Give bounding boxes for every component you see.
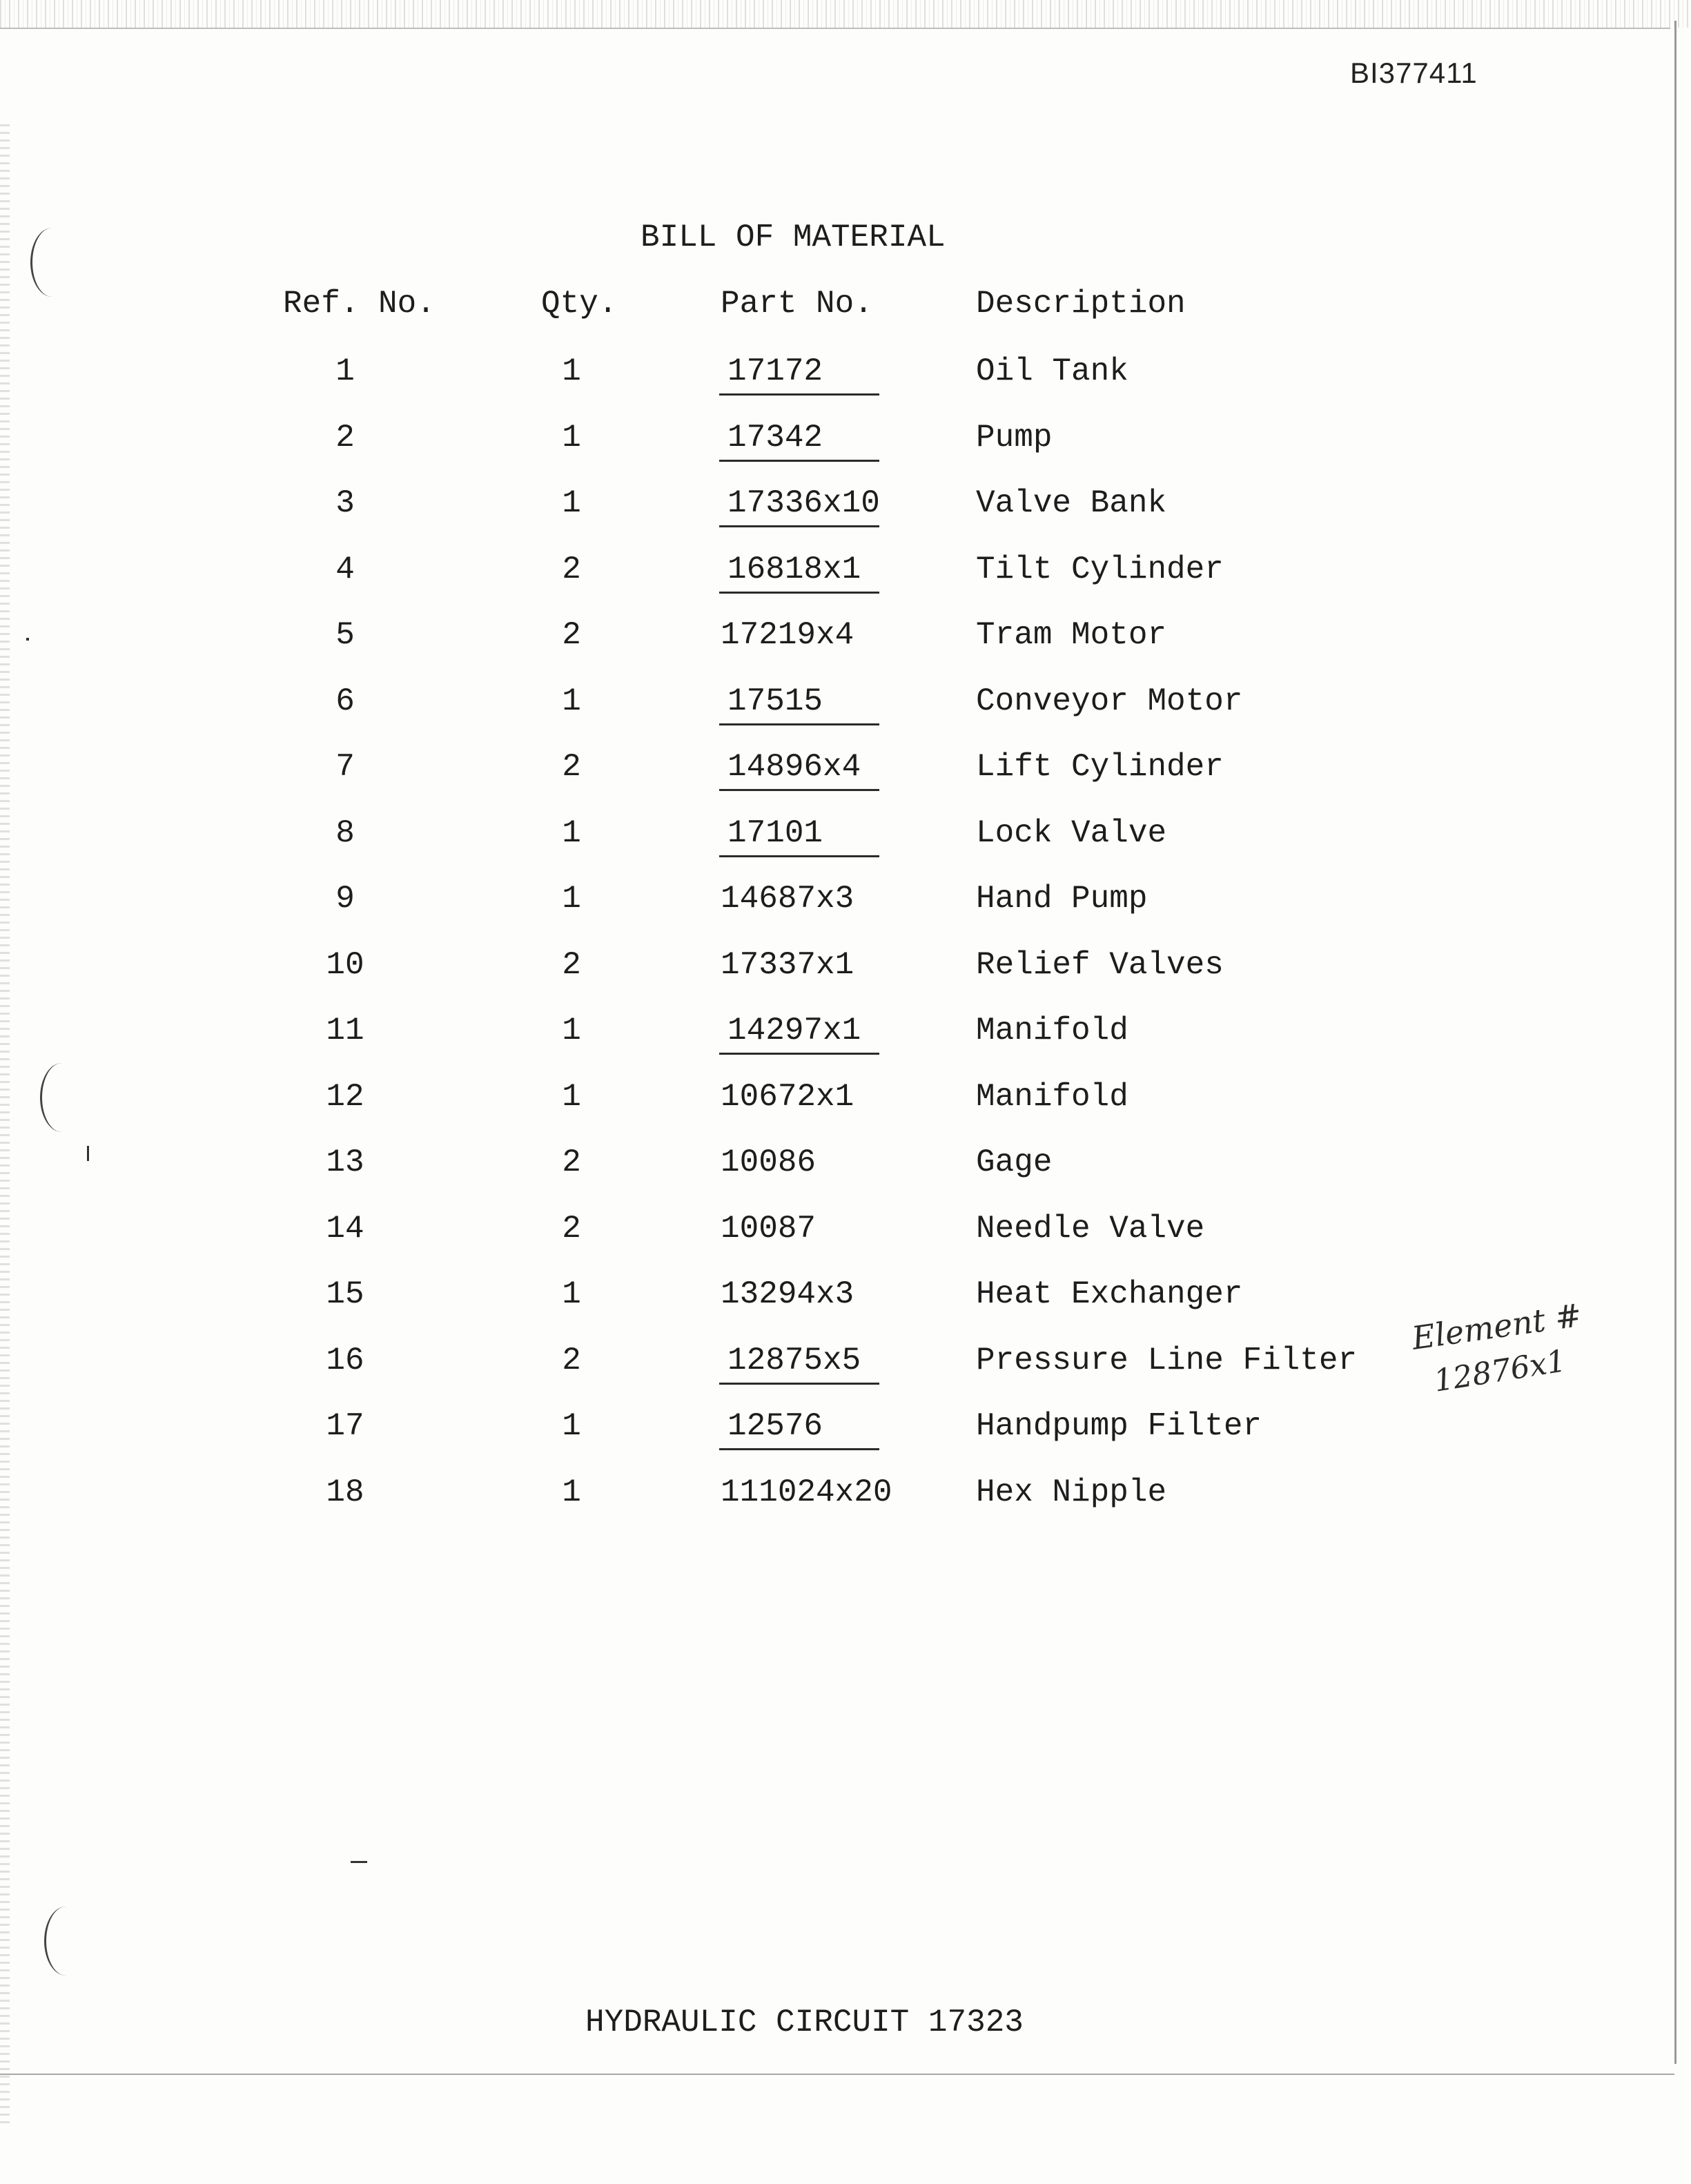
description: Tram Motor [976,617,1167,653]
qty: 1 [562,419,581,456]
part-no: 17342 [727,419,823,456]
part-no: 17101 [727,815,823,851]
header-description: Description [976,286,1186,322]
part-no: 10672x1 [721,1078,854,1115]
part-no: 14896x4 [727,749,861,785]
punch-hole-bottom [44,1907,88,1976]
table-row [0,749,1656,815]
table-row [0,683,1656,750]
table-row [0,947,1656,1013]
qty: 1 [562,1276,581,1312]
table-row [0,1144,1656,1211]
description: Lift Cylinder [976,749,1224,785]
handwritten-note [1401,1296,1622,1416]
handwritten-note-line2: 12876x1 [1431,1343,1569,1399]
page-title: BILL OF MATERIAL [641,220,946,255]
qty: 2 [562,749,581,785]
ref-no: 17 [326,1408,364,1444]
description: Manifold [976,1013,1128,1049]
qty: 1 [562,683,581,719]
table-row [0,1408,1656,1474]
ref-no: 7 [335,749,355,785]
part-no: 13294x3 [721,1276,854,1312]
description: Needle Valve [976,1210,1205,1247]
description: Pressure Line Filter [976,1342,1358,1378]
description: Lock Valve [976,815,1167,851]
part-no: 17337x1 [721,946,854,983]
part-no: 17172 [727,353,823,389]
part-no: 17515 [727,683,823,719]
description: Oil Tank [976,353,1128,389]
scan-noise-top [0,0,1691,28]
table-row [0,485,1656,552]
ref-no: 16 [326,1342,364,1378]
table-row [0,617,1656,683]
qty: 1 [562,485,581,521]
page-bottom-edge [0,2074,1674,2075]
table-row [0,881,1656,947]
qty: 1 [562,1408,581,1444]
part-no: 17219x4 [721,617,854,653]
ref-no: 12 [326,1078,364,1115]
description: Hex Nipple [976,1474,1167,1510]
description: Gage [976,1144,1053,1180]
description: Hand Pump [976,881,1148,917]
ref-no: 9 [335,881,355,917]
qty: 1 [562,353,581,389]
part-no: 14687x3 [721,881,854,917]
table-row [0,1474,1656,1541]
ref-no: 10 [326,946,364,983]
ref-no: 18 [326,1474,364,1510]
qty: 2 [562,1342,581,1378]
description: Relief Valves [976,946,1224,983]
footer-caption: HYDRAULIC CIRCUIT 17323 [585,2005,1024,2040]
part-no: 17336x10 [727,485,880,521]
header-ref-no: Ref. No. [283,286,436,322]
header-part-no: Part No. [721,286,873,322]
part-no: 12875x5 [727,1342,861,1378]
header-qty: Qty. [541,286,618,322]
table-row [0,1079,1656,1145]
ref-no: 5 [335,617,355,653]
qty: 1 [562,815,581,851]
qty: 2 [562,551,581,587]
qty: 1 [562,1078,581,1115]
ref-no: 3 [335,485,355,521]
ref-no: 13 [326,1144,364,1180]
qty: 2 [562,1210,581,1247]
punch-hole-top [30,228,74,297]
handwritten-note-line1: Element # [1409,1296,1584,1357]
table-row [0,353,1656,420]
part-no: 14297x1 [727,1013,861,1049]
scan-speck [351,1861,367,1863]
qty: 1 [562,1474,581,1510]
ref-no: 1 [335,353,355,389]
ref-no: 11 [326,1013,364,1049]
description: Tilt Cylinder [976,551,1224,587]
description: Conveyor Motor [976,683,1243,719]
table-row [0,1013,1656,1079]
ref-no: 4 [335,551,355,587]
description: Handpump Filter [976,1408,1262,1444]
qty: 2 [562,1144,581,1180]
ref-no: 6 [335,683,355,719]
qty: 2 [562,946,581,983]
ref-no: 14 [326,1210,364,1247]
description: Heat Exchanger [976,1276,1243,1312]
qty: 1 [562,881,581,917]
description: Valve Bank [976,485,1167,521]
ref-no: 8 [335,815,355,851]
description: Pump [976,419,1053,456]
part-no: 12576 [727,1408,823,1444]
table-row [0,1211,1656,1277]
part-no: 10086 [721,1144,817,1180]
page-right-edge [1674,21,1677,2064]
scan-top-edge [0,28,1670,29]
part-no: 10087 [721,1210,817,1247]
qty: 2 [562,617,581,653]
table-row [0,815,1656,881]
description: Manifold [976,1078,1128,1115]
table-row [0,552,1656,618]
ref-no: 2 [335,419,355,456]
part-no: 111024x20 [721,1474,892,1510]
table-row [0,420,1656,486]
part-no: 16818x1 [727,551,861,587]
document-id: BI377411 [1350,57,1478,89]
qty: 1 [562,1013,581,1049]
ref-no: 15 [326,1276,364,1312]
